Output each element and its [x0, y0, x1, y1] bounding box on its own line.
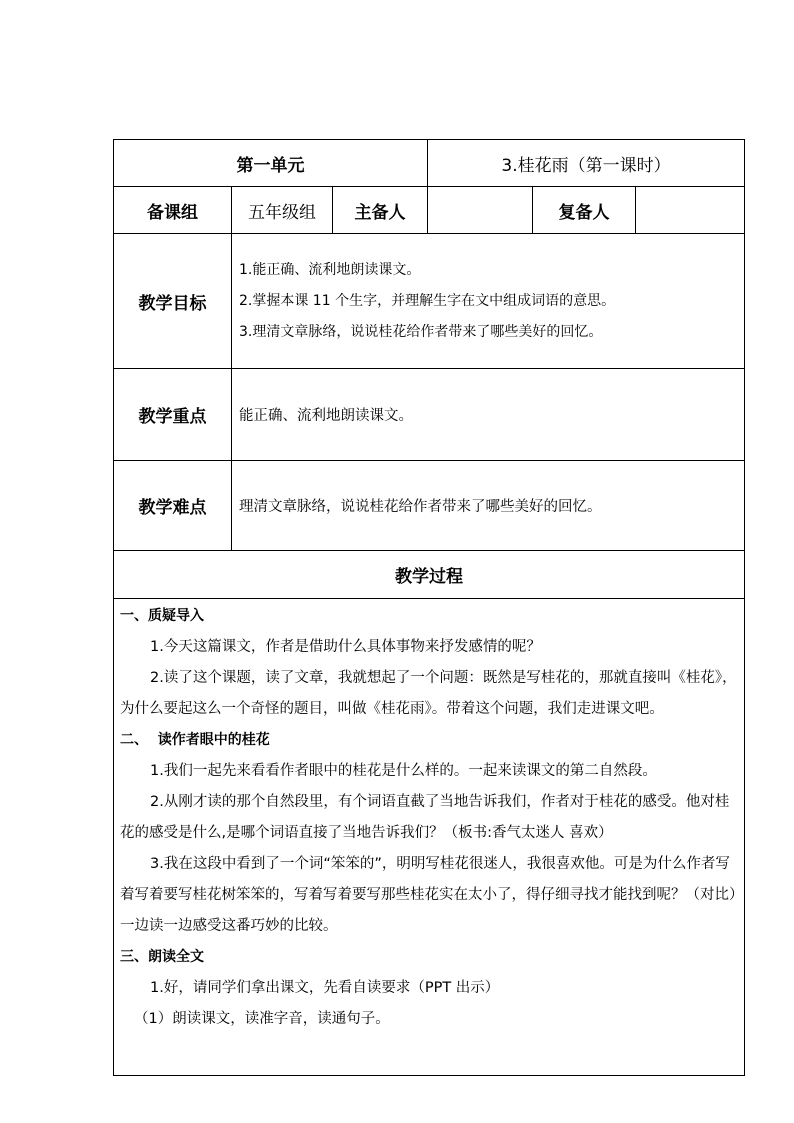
process-title-row — [114, 551, 745, 599]
difficulty-row — [114, 461, 745, 551]
reviewer-value — [636, 187, 745, 234]
paragraph: 1.好，请同学们拿出课文，先看自读要求（PPT 出示） — [150, 980, 500, 996]
objectives-row — [114, 234, 745, 369]
focus-row — [114, 369, 745, 461]
focus-label: 教学重点 — [114, 369, 232, 461]
paragraph: 1.我们一起先来看看作者眼中的桂花是什么样的。一起来读课文的第二自然段。 — [150, 763, 657, 779]
lesson-plan-table — [113, 139, 745, 1076]
difficulty-text: 理清文章脉络，说说桂花给作者带来了哪些美好的回忆。 — [232, 461, 745, 551]
objectives-label: 教学目标 — [114, 234, 232, 369]
paragraph: 1.今天这篇课文，作者是借助什么具体事物来抒发感情的呢？ — [150, 639, 541, 655]
objectives-list — [232, 234, 745, 369]
group-label: 备课组 — [114, 187, 232, 234]
objective-item: 3.理清文章脉络，说说桂花给作者带来了哪些美好的回忆。 — [239, 323, 603, 340]
section-heading: 一、质疑导入 — [120, 608, 204, 624]
paragraph: 3.我在这段中看到了一个词“笨笨的”，明明写桂花很迷人，我很喜欢他。可是为什么作者写着写着要写桂花树笨笨的，写着写着要写那些桂花实在太小了，得仔细寻找才能找到呢？（对比）一边读一边感受这番巧妙的比较。 — [120, 856, 737, 934]
header-row — [114, 140, 745, 187]
reviewer-label: 复备人 — [533, 187, 636, 234]
paragraph: 2.从刚才读的那个自然段里，有个词语直截了当地告诉我们，作者对于桂花的感受。他对桂花的感受是什么,是哪个词语直接了当地告诉我们？（板书:香气太迷人 喜欢） — [120, 794, 730, 841]
unit-title: 第一单元 — [114, 140, 428, 187]
process-body-row — [114, 599, 745, 1076]
main-preparer-value — [428, 187, 533, 234]
difficulty-label: 教学难点 — [114, 461, 232, 551]
staff-row — [114, 187, 745, 234]
main-preparer-label: 主备人 — [333, 187, 428, 234]
process-title: 教学过程 — [114, 551, 745, 599]
process-body — [114, 599, 745, 1076]
group-value: 五年级组 — [232, 187, 333, 234]
section-heading: 三、朗读全文 — [120, 949, 204, 965]
objective-item: 1.能正确、流利地朗读课文。 — [239, 261, 421, 278]
section-heading: 二、 读作者眼中的桂花 — [120, 732, 270, 748]
objective-item: 2.掌握本课 11 个生字，并理解生字在文中组成词语的意思。 — [239, 292, 616, 309]
paragraph: 2.读了这个课题，读了文章，我就想起了一个问题：既然是写桂花的，那就直接叫《桂花》，为什么要起这么一个奇怪的题目，叫做《桂花雨》。带着这个问题，我们走进课文吧。 — [120, 670, 737, 717]
paragraph: （1）朗读课文，读准字音，读通句子。 — [134, 1011, 390, 1027]
lesson-title: 3.桂花雨（第一课时） — [428, 140, 745, 187]
focus-text: 能正确、流利地朗读课文。 — [232, 369, 745, 461]
